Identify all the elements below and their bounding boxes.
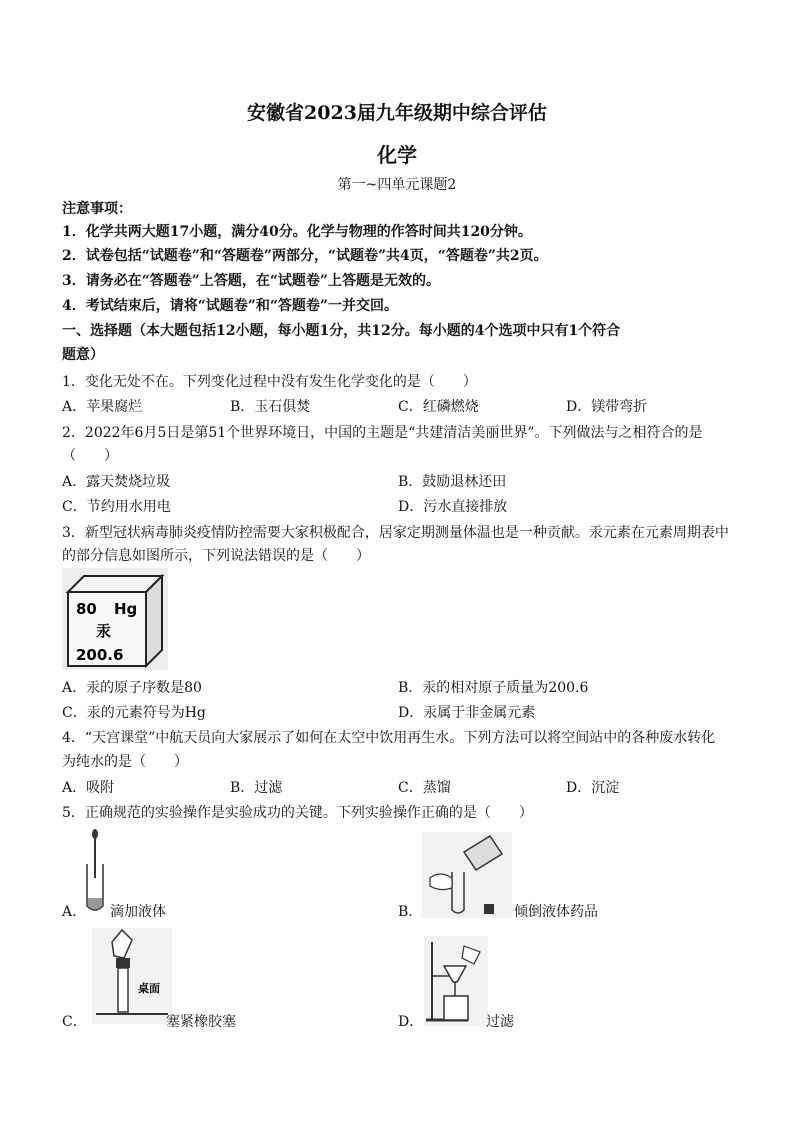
bottle-stopper — [484, 904, 494, 914]
stopper-figure — [92, 928, 172, 1024]
q5-option-b-caption: 倾倒液体药品 — [514, 904, 598, 920]
q1-option-c: C．红磷燃烧 — [398, 399, 479, 415]
q2-option-d: D．污水直接排放 — [398, 499, 508, 515]
q5-option-a-caption: 滴加液体 — [110, 904, 166, 920]
q3-option-d: D．汞属于非金属元素 — [398, 705, 536, 721]
cube-side-face — [146, 576, 162, 666]
q2-stem-line1: 2．2022年6月5日是第51个世界环境日，中国的主题是“共建清洁美丽世界”。下列做法与之相符合的是 — [62, 425, 703, 441]
q2-stem-line2: （ ） — [62, 448, 118, 464]
dropper-bulb — [92, 829, 98, 839]
q2-option-a: A．露天焚烧垃圾 — [62, 474, 171, 490]
q5-option-c-letter: C． — [62, 1014, 87, 1030]
q1-option-b: B．玉石俱焚 — [230, 399, 311, 415]
q2-option-b: B．鼓励退林还田 — [398, 474, 507, 490]
q4-option-a: A．吸附 — [62, 780, 115, 796]
hand — [430, 874, 452, 890]
q1-stem: 1．变化无处不在。下列变化过程中没有发生化学变化的是（ ） — [62, 374, 477, 390]
q1-option-d: D．镁带弯折 — [566, 399, 648, 415]
pouring-liquid-figure — [422, 832, 512, 918]
note-item-2: 2．试卷包括“试题卷”和“答题卷”两部分，“试题卷”共4页，“答题卷”共2页。 — [62, 248, 548, 264]
test-tube — [118, 968, 128, 1012]
element-name: 汞 — [96, 622, 112, 640]
q5-option-d-letter: D． — [398, 1014, 424, 1030]
unit-range: 第一~四单元课题2 — [337, 177, 457, 193]
q3-option-b: B．汞的相对原子质量为200.6 — [398, 680, 589, 696]
q1-option-a: A．苹果腐烂 — [62, 399, 143, 415]
q4-option-b: B．过滤 — [230, 780, 283, 796]
q3-stem-line2: 的部分信息如图所示，下列说法错误的是（ ） — [62, 548, 370, 564]
q2-option-c: C．节约用水用电 — [62, 499, 171, 515]
note-item-4: 4．考试结束后，请将“试题卷”和“答题卷”一并交回。 — [62, 298, 398, 314]
notes-heading: 注意事项： — [62, 201, 132, 217]
q4-option-c: C．蒸馏 — [398, 780, 451, 796]
page-title: 安徽省2023届九年级期中综合评估 — [247, 102, 547, 124]
q3-option-c: C．汞的元素符号为Hg — [62, 705, 206, 721]
note-item-3: 3．请务必在“答题卷”上答题，在“试题卷”上答题是无效的。 — [62, 273, 440, 289]
q5-stem: 5．正确规范的实验操作是实验成功的关键。下列实验操作正确的是（ ） — [62, 805, 533, 821]
q3-stem-line1: 3．新型冠状病毒肺炎疫情防控需要大家积极配合，居家定期测量体温也是一种贡献。汞元素在元素周期表中 — [62, 525, 729, 541]
note-item-1: 1．化学共两大题17小题，满分40分。化学与物理的作答时间共120分钟。 — [62, 224, 532, 240]
q4-option-d: D．沉淀 — [566, 780, 620, 796]
filtration-figure — [424, 936, 488, 1026]
atomic-mass: 200.6 — [76, 646, 124, 664]
q5-option-c-caption: 塞紧橡胶塞 — [166, 1014, 236, 1030]
element-symbol: Hg — [114, 600, 138, 618]
q4-stem-line2: 为纯水的是（ ） — [62, 754, 188, 770]
q4-stem-line1: 4．“天宫课堂”中航天员向大家展示了如何在太空中饮用再生水。下列方法可以将空间站中的各种废水转化 — [62, 730, 716, 746]
subject-title: 化学 — [377, 143, 417, 167]
atomic-number: 80 — [76, 600, 97, 618]
tube-liquid — [88, 898, 102, 909]
figure-background — [92, 928, 172, 1024]
q5-option-a-letter: A． — [62, 904, 87, 920]
table-label: 桌面 — [138, 982, 160, 995]
q3-option-a: A．汞的原子序数是80 — [62, 680, 202, 696]
section-heading-line1: 一、选择题（本大题包括12小题，每小题1分，共12分。每小题的4个选项中只有1个符合 — [62, 323, 621, 339]
q5-option-b-letter: B． — [398, 904, 423, 920]
beaker — [444, 996, 468, 1020]
section-heading-line2: 题意） — [62, 347, 104, 363]
mercury-element-cell — [62, 568, 168, 670]
q5-option-d-caption: 过滤 — [486, 1014, 514, 1030]
rubber-stopper — [116, 958, 130, 968]
